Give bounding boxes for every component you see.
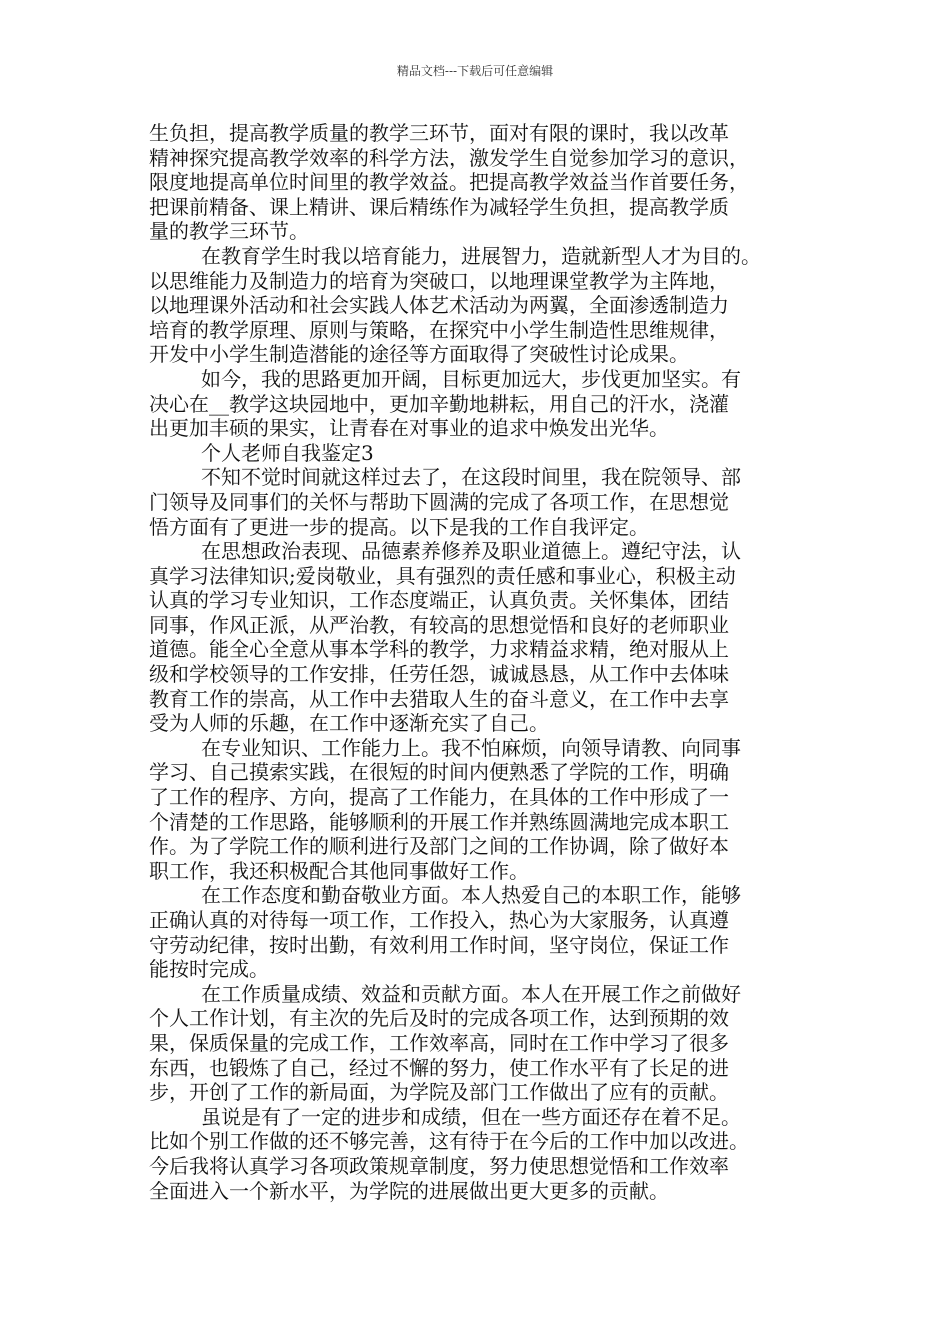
text-line: 培育的教学原理、原则与策略，在探究中小学生制造性思维规律， [149, 317, 729, 342]
text-line: 以地理课外活动和社会实践人体艺术活动为两翼，全面渗透制造力 [149, 293, 729, 318]
text-line: 今后我将认真学习各项政策规章制度，努力使思想觉悟和工作效率 [149, 1153, 729, 1178]
text-line: 守劳动纪律，按时出勤，有效利用工作时间，坚守岗位，保证工作 [149, 932, 729, 957]
text-line: 比如个别工作做的还不够完善，这有待于在今后的工作中加以改进。 [149, 1129, 749, 1154]
text-line: 开发中小学生制造潜能的途径等方面取得了突破性讨论成果。 [149, 342, 689, 367]
text-line: 门领导及同事们的关怀与帮助下圆满的完成了各项工作，在思想觉 [149, 489, 729, 514]
document-body [149, 121, 825, 1203]
text-line: 个清楚的工作思路，能够顺利的开展工作并熟练圆满地完成本职工 [149, 809, 729, 834]
text-line: 正确认真的对待每一项工作，工作投入，热心为大家服务，认真遵 [149, 908, 729, 932]
text-line: 受为人师的乐趣，在工作中逐渐充实了自己。 [149, 711, 549, 736]
text-line: 能按时完成。 [149, 957, 269, 982]
text-line: 学习、自己摸索实践，在很短的时间内便熟悉了学院的工作，明确 [149, 760, 729, 785]
text-line: 职工作，我还积极配合其他同事做好工作。 [149, 858, 529, 883]
text-line: 在工作态度和勤奋敬业方面。本人热爱自己的本职工作，能够 [201, 883, 741, 908]
text-line: 如今，我的思路更加开阔，目标更加远大，步伐更加坚实。有 [201, 366, 741, 391]
text-line: 把课前精备、课上精讲、课后精练作为减轻学生负担，提高教学质 [149, 194, 729, 219]
text-line: 在教育学生时我以培育能力，进展智力，造就新型人才为目的。 [201, 243, 761, 268]
text-line: 个人老师自我鉴定3 [201, 440, 374, 465]
text-line: 限度地提高单位时间里的教学效益。把提高教学效益当作首要任务， [149, 170, 749, 195]
text-line: 认真的学习专业知识，工作态度端正，认真负责。关怀集体，团结 [149, 588, 729, 613]
text-line: 精神探究提高教学效率的科学方法，激发学生自觉参加学习的意识， [149, 145, 749, 170]
text-line: 级和学校领导的工作安排，任劳任怨，诚诚恳恳，从工作中去体味 [149, 662, 729, 687]
text-line: 不知不觉时间就这样过去了，在这段时间里，我在院领导、部 [201, 465, 741, 490]
text-line: 道德。能全心全意从事本学科的教学，力求精益求精，绝对服从上 [149, 637, 729, 662]
text-line: 悟方面有了更进一步的提高。以下是我的工作自我评定。 [149, 514, 649, 539]
text-line: 教育工作的崇高，从工作中去猎取人生的奋斗意义，在工作中去享 [149, 686, 729, 711]
text-line: 东西，也锻炼了自己，经过不懈的努力，使工作水平有了长足的进 [149, 1055, 729, 1080]
text-line: 生负担，提高教学质量的教学三环节，面对有限的课时，我以改革 [149, 121, 729, 145]
text-line: 以思维能力及制造力的培育为突破口，以地理课堂教学为主阵地， [149, 268, 729, 293]
text-line: 虽说是有了一定的进步和成绩，但在一些方面还存在着不足。 [201, 1104, 741, 1129]
text-line: 在工作质量成绩、效益和贡献方面。本人在开展工作之前做好 [201, 981, 741, 1006]
text-line: 个人工作计划，有主次的先后及时的完成各项工作，达到预期的效 [149, 1006, 729, 1031]
text-line: 在专业知识、工作能力上。我不怕麻烦，向领导请教、向同事 [201, 735, 741, 760]
text-line: 决心在__教学这块园地中，更加辛勤地耕耘，用自己的汗水，浇灌 [149, 391, 729, 416]
text-line: 量的教学三环节。 [149, 219, 309, 244]
text-line: 果，保质保量的完成工作，工作效率高，同时在工作中学习了很多 [149, 1030, 729, 1055]
text-line: 了工作的程序、方向，提高了工作能力，在具体的工作中形成了一 [149, 785, 729, 810]
text-line: 全面进入一个新水平，为学院的进展做出更大更多的贡献。 [149, 1178, 669, 1203]
text-line: 步，开创了工作的新局面，为学院及部门工作做出了应有的贡献。 [149, 1080, 729, 1105]
text-line: 在思想政治表现、品德素养修养及职业道德上。遵纪守法，认 [201, 539, 741, 564]
text-line: 真学习法律知识;爱岗敬业，具有强烈的责任感和事业心，积极主动 [149, 563, 736, 588]
text-line: 出更加丰硕的果实，让青春在对事业的追求中焕发出光华。 [149, 416, 669, 441]
page-header: 精品文档---下载后可任意编辑 [396, 64, 554, 78]
text-line: 作。为了学院工作的顺利进行及部门之间的工作协调，除了做好本 [149, 834, 729, 859]
text-line: 同事，作风正派，从严治教，有较高的思想觉悟和良好的老师职业 [149, 612, 729, 637]
